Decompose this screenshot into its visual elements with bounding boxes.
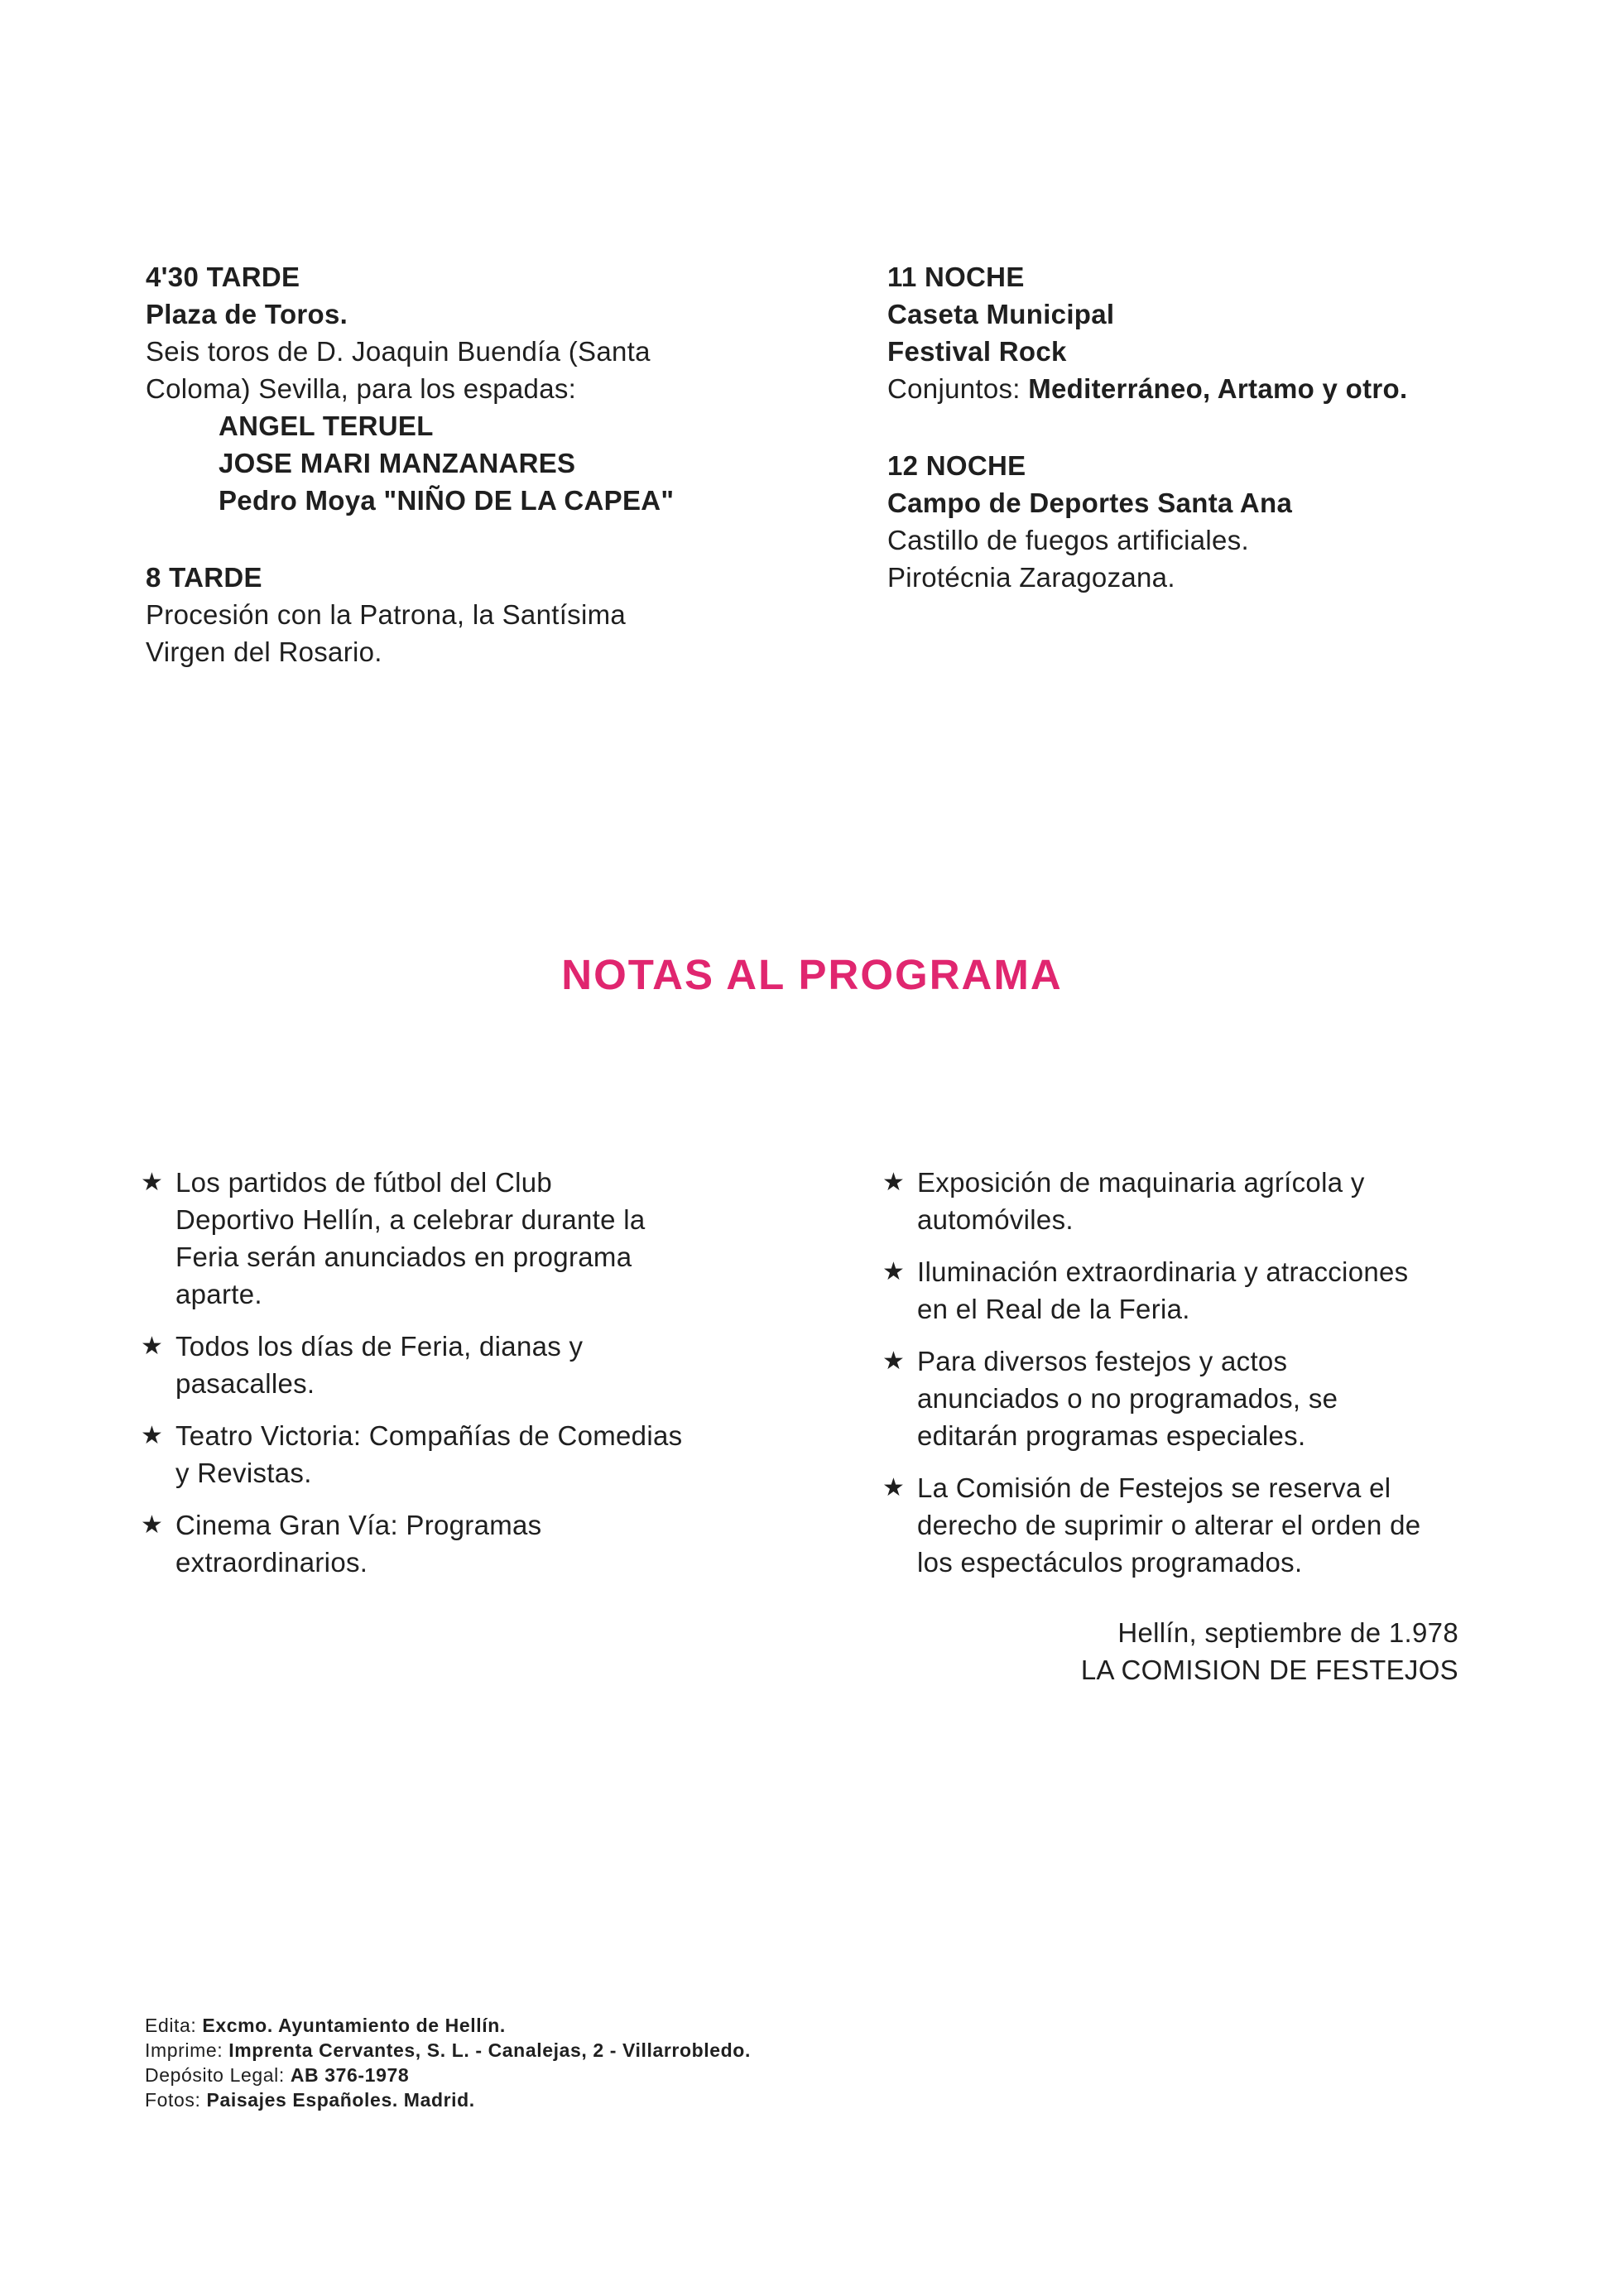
time-heading: 8 TARDE xyxy=(146,562,262,593)
note-line: aparte. xyxy=(175,1279,262,1309)
bands-label: Conjuntos: xyxy=(887,373,1029,404)
note-item xyxy=(141,1506,819,1581)
note-line: los espectáculos programados. xyxy=(917,1547,1303,1578)
star-icon: ★ xyxy=(141,1169,163,1196)
imprint-block xyxy=(145,2013,751,2112)
description-line: Pirotécnia Zaragozana. xyxy=(887,562,1175,593)
venue: Plaza de Toros. xyxy=(146,299,348,329)
signature-block xyxy=(910,1614,1458,1688)
imprint-value: Paisajes Españoles. Madrid. xyxy=(206,2089,475,2111)
star-icon: ★ xyxy=(141,1422,163,1449)
note-line: anunciados o no programados, se xyxy=(917,1383,1338,1414)
imprint-value: AB 376-1978 xyxy=(290,2064,410,2086)
note-line: Feria serán anunciados en programa xyxy=(175,1242,632,1272)
note-line: automóviles. xyxy=(917,1204,1074,1235)
imprint-label: Fotos: xyxy=(145,2089,207,2111)
note-item xyxy=(882,1253,1586,1328)
imprint-line xyxy=(145,2013,751,2038)
star-icon: ★ xyxy=(882,1258,905,1285)
description-line: Seis toros de D. Joaquin Buendía (Santa xyxy=(146,336,651,367)
description-line: Coloma) Sevilla, para los espadas: xyxy=(146,373,577,404)
notes-left-column xyxy=(141,1164,819,1596)
note-line: Deportivo Hellín, a celebrar durante la xyxy=(175,1204,646,1235)
note-line: Cinema Gran Vía: Programas xyxy=(175,1510,542,1540)
note-item xyxy=(882,1469,1586,1581)
imprint-line xyxy=(145,2087,751,2112)
note-line: extraordinarios. xyxy=(175,1547,368,1578)
note-line: Iluminación extraordinaria y atracciones xyxy=(917,1256,1409,1287)
description-line: Procesión con la Patrona, la Santísima xyxy=(146,599,627,630)
signer: LA COMISION DE FESTEJOS xyxy=(1080,1655,1458,1685)
note-line: derecho de suprimir o alterar el orden de xyxy=(917,1510,1421,1540)
note-line: pasacalles. xyxy=(175,1368,315,1399)
imprint-line xyxy=(145,2063,751,2087)
note-line: y Revistas. xyxy=(175,1458,312,1488)
star-icon: ★ xyxy=(882,1347,905,1375)
matador-name: JOSE MARI MANZANARES xyxy=(219,448,576,478)
imprint-label: Imprime: xyxy=(145,2039,229,2061)
note-item xyxy=(141,1328,819,1402)
note-line: Todos los días de Feria, dianas y xyxy=(175,1331,584,1362)
note-line: La Comisión de Festejos se reserva el xyxy=(917,1472,1391,1503)
note-line: Teatro Victoria: Compañías de Comedias xyxy=(175,1420,683,1451)
notes-title: NOTAS AL PROGRAMA xyxy=(561,951,1063,998)
venue: Caseta Municipal xyxy=(887,299,1115,329)
star-icon: ★ xyxy=(141,1333,163,1360)
event-name: Festival Rock xyxy=(887,336,1067,367)
description-line: Castillo de fuegos artificiales. xyxy=(887,525,1249,555)
note-item xyxy=(141,1164,819,1313)
imprint-value: Imprenta Cervantes, S. L. - Canalejas, 2 - Villarrobledo. xyxy=(228,2039,751,2061)
matador-name: ANGEL TERUEL xyxy=(219,411,434,441)
description-line: Virgen del Rosario. xyxy=(146,636,382,667)
note-line: Para diversos festejos y actos xyxy=(917,1346,1288,1376)
note-line: Exposición de maquinaria agrícola y xyxy=(917,1167,1365,1198)
time-heading: 4'30 TARDE xyxy=(146,262,300,292)
note-line: editarán programas especiales. xyxy=(917,1420,1306,1451)
imprint-label: Edita: xyxy=(145,2015,203,2036)
time-heading: 11 NOCHE xyxy=(887,262,1025,292)
venue: Campo de Deportes Santa Ana xyxy=(887,488,1293,518)
note-line: en el Real de la Feria. xyxy=(917,1294,1190,1324)
bands-line xyxy=(887,370,1566,407)
star-icon: ★ xyxy=(882,1474,905,1501)
imprint-label: Depósito Legal: xyxy=(145,2064,291,2086)
note-line: Los partidos de fútbol del Club xyxy=(175,1167,553,1198)
place-date: Hellín, septiembre de 1.978 xyxy=(1117,1617,1458,1648)
imprint-line xyxy=(145,2038,751,2063)
note-item xyxy=(882,1343,1586,1454)
matador-name: Pedro Moya "NIÑO DE LA CAPEA" xyxy=(219,485,675,516)
imprint-value: Excmo. Ayuntamiento de Hellín. xyxy=(202,2015,506,2036)
star-icon: ★ xyxy=(882,1169,905,1196)
note-item xyxy=(882,1164,1586,1238)
program-left-column xyxy=(146,258,808,670)
bands-names: Mediterráneo, Artamo y otro. xyxy=(1028,373,1408,404)
program-right-column xyxy=(887,258,1566,596)
note-item xyxy=(141,1417,819,1491)
star-icon: ★ xyxy=(141,1511,163,1539)
notes-right-column xyxy=(882,1164,1586,1596)
time-heading: 12 NOCHE xyxy=(887,450,1026,481)
